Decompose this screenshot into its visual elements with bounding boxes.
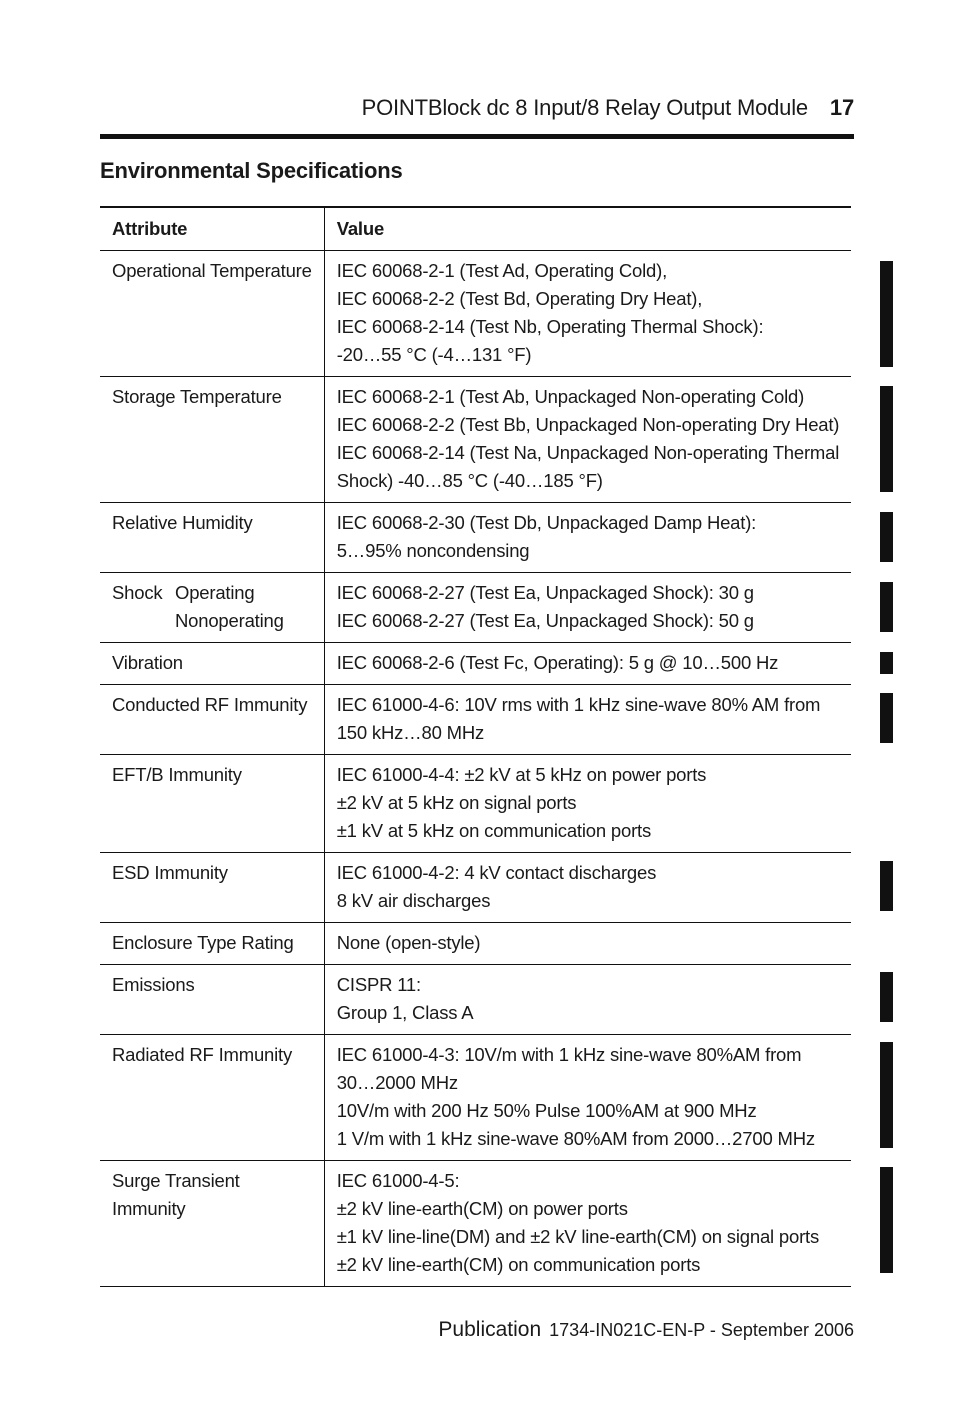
value-cell [324,251,851,377]
column-header-value: Value [324,207,851,251]
attribute-text: Storage Temperature [112,386,282,407]
value-cell [324,377,851,503]
value-line: IEC 60068-2-1 (Test Ad, Operating Cold), [336,260,668,281]
thumb-index-tab [880,693,893,743]
attribute-cell [100,377,324,503]
attribute-text: Enclosure Type Rating [112,932,294,953]
table-row [100,965,851,1035]
attribute-text: Conducted RF Immunity [112,694,308,715]
running-header [100,92,854,124]
value-line: IEC 60068-2-27 (Test Ea, Unpackaged Shock): 30 g [336,582,754,603]
thumb-index-tab [880,972,893,1022]
environmental-spec-table [100,206,851,1287]
value-line: -20…55 °C (-4…131 °F) [336,344,532,365]
publication-label: Publication [438,1318,542,1341]
value-line: 150 kHz…80 MHz [336,722,485,743]
attribute-text: Vibration [112,652,183,673]
thumb-index-tab [880,1167,893,1273]
attribute-text: Relative Humidity [112,512,253,533]
value-line: IEC 60068-2-2 (Test Bb, Unpackaged Non-operating Dry Heat) [336,414,840,435]
section-title: Environmental Specifications [100,158,403,183]
value-line: ±1 kV line-line(DM) and ±2 kV line-earth(CM) on signal ports [336,1226,820,1247]
attribute-subtext: Operating [175,582,255,603]
thumb-index-tab [880,582,893,632]
thumb-index-tab [880,512,893,562]
value-line: ±2 kV at 5 kHz on signal ports [336,792,577,813]
attribute-cell [100,503,324,573]
header-title: POINTBlock dc 8 Input/8 Relay Output Module [361,95,808,120]
thumb-index-tab [880,261,893,367]
value-cell [324,755,851,853]
attribute-text: Immunity [112,1198,186,1219]
attribute-cell [100,643,324,685]
value-cell [324,573,851,643]
column-header-attribute: Attribute [100,207,324,251]
value-line: ±1 kV at 5 kHz on communication ports [336,820,652,841]
attribute-text: Operational Temperature [112,260,312,281]
shock-attribute [112,579,312,607]
value-line: IEC 60068-2-14 (Test Nb, Operating Thermal Shock): [336,316,764,337]
value-line: IEC 61000-4-2: 4 kV contact discharges [336,862,657,883]
attribute-cell [100,965,324,1035]
value-line: IEC 61000-4-6: 10V rms with 1 kHz sine-wave 80% AM from [336,694,821,715]
table-row [100,377,851,503]
value-line: IEC 60068-2-27 (Test Ea, Unpackaged Shock): 50 g [336,610,754,631]
value-cell [324,503,851,573]
value-line: IEC 60068-2-6 (Test Fc, Operating): 5 g @ 10…500 Hz [336,652,779,673]
value-line: IEC 60068-2-2 (Test Bd, Operating Dry Heat), [336,288,703,309]
table-row [100,685,851,755]
value-line: IEC 60068-2-1 (Test Ab, Unpackaged Non-operating Cold) [336,386,805,407]
value-cell [324,643,851,685]
table-row [100,251,851,377]
table-row [100,503,851,573]
publication-number: 1734-IN021C-EN-P - September 2006 [549,1320,854,1340]
table-row [100,755,851,853]
value-cell [324,923,851,965]
thumb-index-tab [880,652,893,674]
value-line: IEC 60068-2-14 (Test Na, Unpackaged Non-operating Thermal [336,442,840,463]
value-line: ±2 kV line-earth(CM) on power ports [336,1198,628,1219]
attribute-cell [100,573,324,643]
attribute-cell [100,251,324,377]
thumb-index-tab [880,1042,893,1148]
value-line: IEC 61000-4-5: [336,1170,460,1191]
publication-footer [100,1318,854,1342]
value-cell [324,1035,851,1161]
table-header-row [100,207,851,251]
attribute-cell [100,853,324,923]
value-cell [324,853,851,923]
attribute-subtext: Nonoperating [175,610,284,631]
value-line: 30…2000 MHz [336,1072,458,1093]
attribute-text: Emissions [112,974,195,995]
value-line: IEC 60068-2-30 (Test Db, Unpackaged Damp Heat): [336,512,757,533]
attribute-cell [100,1035,324,1161]
value-cell [324,685,851,755]
value-line: 8 kV air discharges [336,890,491,911]
attribute-text: EFT/B Immunity [112,764,242,785]
thumb-index-tab [880,861,893,911]
table-row [100,573,851,643]
value-line: 10V/m with 200 Hz 50% Pulse 100%AM at 900 MHz [336,1100,757,1121]
table-row [100,853,851,923]
value-cell [324,965,851,1035]
table-row [100,1161,851,1287]
thumb-index-tab [880,386,893,492]
attribute-text: Shock [112,582,163,603]
table-row [100,643,851,685]
attribute-text: ESD Immunity [112,862,228,883]
attribute-cell [100,685,324,755]
table-row [100,923,851,965]
value-line: 5…95% noncondensing [336,540,530,561]
value-line: CISPR 11: [336,974,421,995]
value-line: ±2 kV line-earth(CM) on communication ports [336,1254,701,1275]
header-rule [100,134,854,139]
attribute-text: Surge Transient [112,1170,240,1191]
attribute-text: Radiated RF Immunity [112,1044,293,1065]
page-number: 17 [829,95,854,120]
attribute-cell [100,1161,324,1287]
value-cell [324,1161,851,1287]
shock-attribute [112,607,312,635]
value-line: None (open-style) [336,932,481,953]
table-row [100,1035,851,1161]
value-line: Group 1, Class A [336,1002,474,1023]
attribute-cell [100,755,324,853]
value-line: 1 V/m with 1 kHz sine-wave 80%AM from 2000…2700 MHz [336,1128,815,1149]
attribute-cell [100,923,324,965]
value-line: IEC 61000-4-3: 10V/m with 1 kHz sine-wave 80%AM from [336,1044,802,1065]
value-line: Shock) -40…85 °C (-40…185 °F) [336,470,603,491]
value-line: IEC 61000-4-4: ±2 kV at 5 kHz on power ports [336,764,707,785]
